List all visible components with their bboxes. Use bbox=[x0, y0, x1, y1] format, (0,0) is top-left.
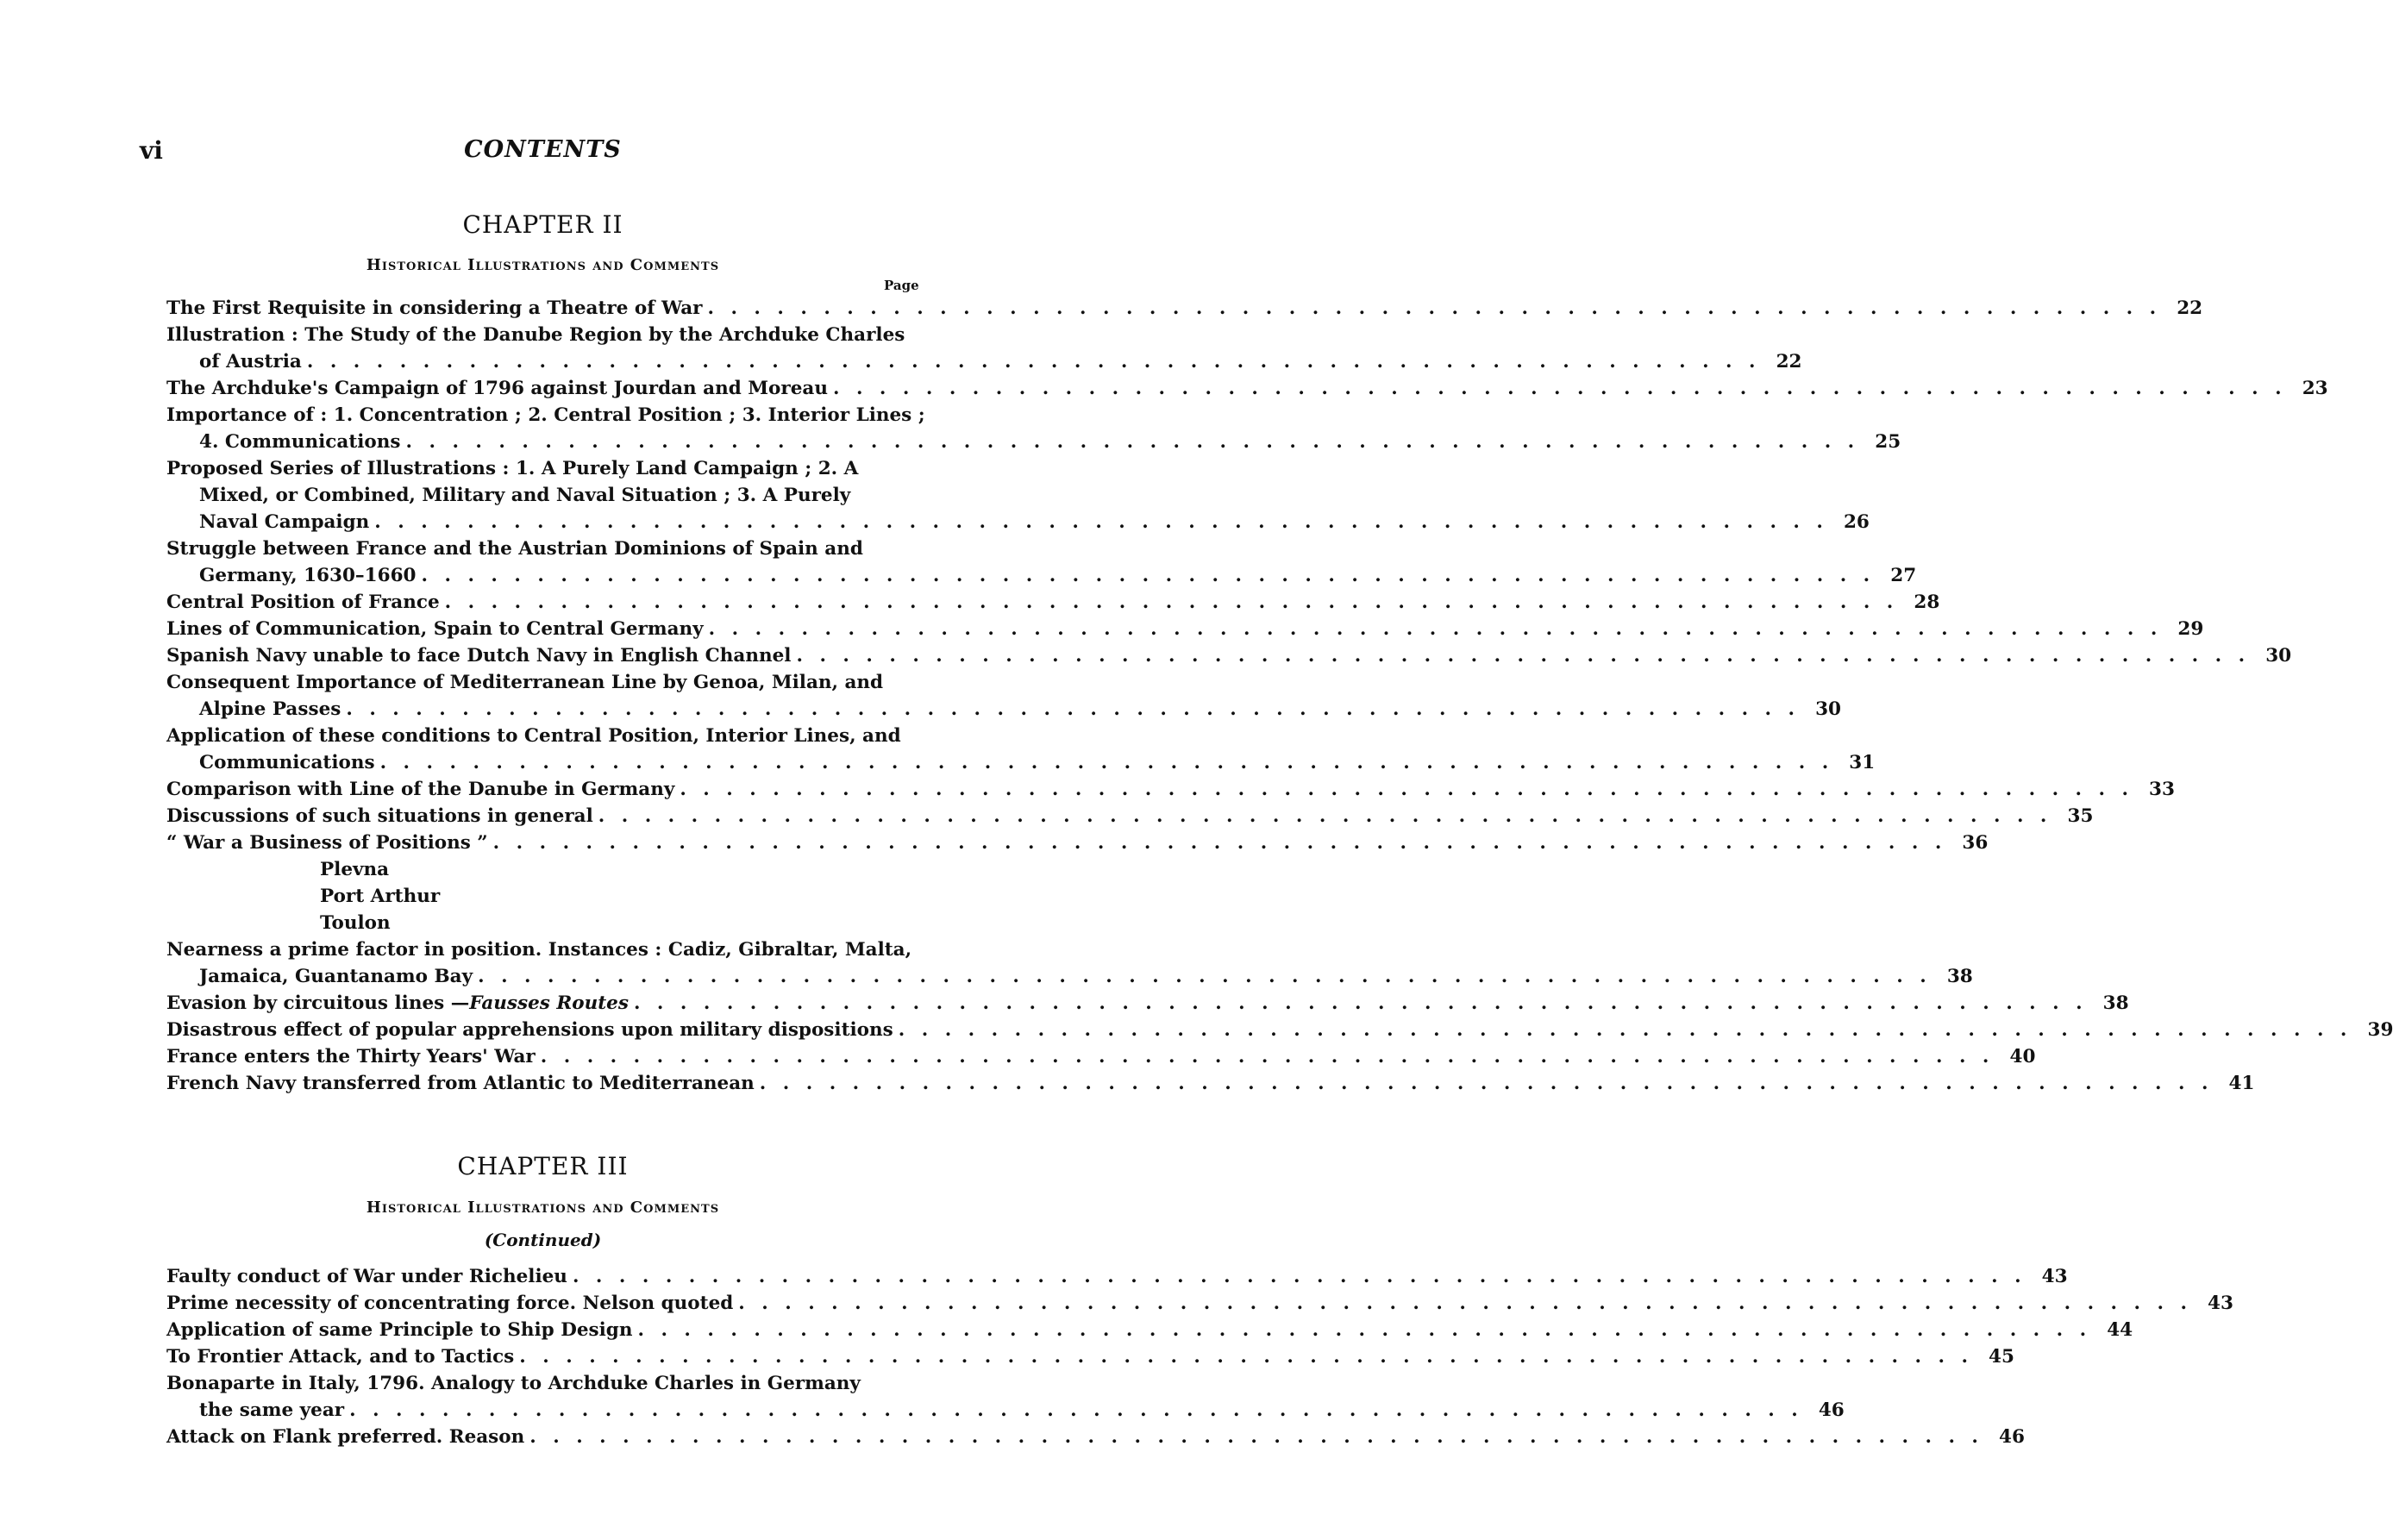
toc-entry bbox=[166, 1263, 2068, 1290]
chapter-3-toc bbox=[166, 1263, 2233, 1450]
toc-entry-text: Mixed, or Combined, Military and Naval Situation ; 3. A Purely bbox=[199, 485, 851, 506]
running-title: CONTENTS bbox=[464, 136, 622, 163]
toc-page-number: 44 bbox=[2107, 1319, 2133, 1341]
toc-page-number: 38 bbox=[2102, 992, 2129, 1014]
toc-entry bbox=[166, 936, 1973, 990]
toc-entry bbox=[166, 669, 1841, 723]
toc-page-number: 35 bbox=[2067, 805, 2094, 827]
toc-entry-text: Disastrous effect of popular apprehensions upon military dispositions bbox=[166, 1019, 893, 1041]
toc-page-number: 43 bbox=[2041, 1266, 2068, 1287]
toc-entry bbox=[166, 535, 1917, 589]
dot-leader: . . . . . . . . . . . . . . . . . . . . . . . . . . . . . . . . . . . . . . . . . . . . . . . . . . . . . . . . . . . . . . . bbox=[444, 592, 1899, 613]
toc-entry bbox=[166, 402, 1901, 455]
toc-entry-text: Application of same Principle to Ship Design bbox=[166, 1319, 633, 1341]
toc-page-number: 23 bbox=[2302, 378, 2328, 399]
dot-leader: . . . . . . . . . . . . . . . . . . . . . . . . . . . . . . . . . . . . . . . . . . . . . . . . . . . . . . . . . . . . . . . bbox=[306, 351, 1761, 372]
dot-leader: . . . . . . . . . . . . . . . . . . . . . . . . . . . . . . . . . . . . . . . . . . . . . . . . . . . . . . . . . . . . . . . bbox=[519, 1346, 1973, 1368]
toc-page-number: 41 bbox=[2228, 1073, 2255, 1094]
toc-entry bbox=[166, 322, 1802, 375]
toc-page-number: 39 bbox=[2367, 1019, 2393, 1041]
toc-entry-text: Importance of : 1. Concentration ; 2. Central Position ; 3. Interior Lines ; bbox=[166, 404, 925, 426]
toc-entry-text: Evasion by circuitous lines — bbox=[166, 992, 470, 1014]
toc-entry bbox=[166, 642, 2292, 669]
toc-entry-text: The First Requisite in considering a Theatre of War bbox=[166, 297, 703, 319]
toc-page-number: 25 bbox=[1875, 431, 1901, 453]
toc-entry-text: Germany, 1630–1660 bbox=[199, 565, 417, 586]
toc-sub-item: Plevna bbox=[320, 859, 390, 880]
toc-page-number: 26 bbox=[1843, 511, 1870, 533]
toc-entry-text: 4. Communications bbox=[199, 431, 401, 453]
toc-entry bbox=[166, 1017, 2393, 1043]
dot-leader: . . . . . . . . . . . . . . . . . . . . . . . . . . . . . . . . . . . . . . . . . . . . . . . . . . . . . . . . . . . . . . . bbox=[529, 1426, 1983, 1448]
dot-leader: . . . . . . . . . . . . . . . . . . . . . . . . . . . . . . . . . . . . . . . . . . . . . . . . . . . . . . . . . . . . . . . bbox=[796, 645, 2251, 667]
dot-leader: . . . . . . . . . . . . . . . . . . . . . . . . . . . . . . . . . . . . . . . . . . . . . . . . . . . . . . . . . . . . . . . bbox=[478, 966, 1932, 987]
toc-entry bbox=[166, 295, 2203, 322]
dot-leader: . . . . . . . . . . . . . . . . . . . . . . . . . . . . . . . . . . . . . . . . . . . . . . . . . . . . . . . . . . . . . . . bbox=[405, 431, 1860, 453]
toc-entry-text: Application of these conditions to Central Position, Interior Lines, and bbox=[166, 725, 901, 747]
toc-entry bbox=[166, 990, 2129, 1017]
toc-page-number: 40 bbox=[2009, 1046, 2036, 1067]
toc-entry bbox=[166, 1370, 1845, 1424]
toc-page-number: 36 bbox=[1962, 832, 1989, 854]
chapter-3-continued: (Continued) bbox=[484, 1230, 602, 1250]
toc-entry-text: Consequent Importance of Mediterranean Line by Genoa, Milan, and bbox=[166, 672, 884, 693]
dot-leader: . . . . . . . . . . . . . . . . . . . . . . . . . . . . . . . . . . . . . . . . . . . . . . . . . . . . . . . . . . . . . . . bbox=[633, 992, 2088, 1014]
toc-entry-text: Comparison with Line of the Danube in Germany bbox=[166, 779, 675, 800]
toc-entry bbox=[166, 1070, 2255, 1097]
toc-entry-text: Bonaparte in Italy, 1796. Analogy to Archduke Charles in Germany bbox=[166, 1373, 861, 1394]
toc-entry-text: Nearness a prime factor in position. Instances : Cadiz, Gibraltar, Malta, bbox=[166, 939, 912, 961]
toc-page-number: 31 bbox=[1849, 752, 1876, 773]
dot-leader: . . . . . . . . . . . . . . . . . . . . . . . . . . . . . . . . . . . . . . . . . . . . . . . . . . . . . . . . . . . . . . . bbox=[540, 1046, 1995, 1067]
dot-leader: . . . . . . . . . . . . . . . . . . . . . . . . . . . . . . . . . . . . . . . . . . . . . . . . . . . . . . . . . . . . . . . bbox=[349, 1399, 1803, 1421]
page-column-label: Page bbox=[884, 278, 919, 293]
toc-entry-text: Faulty conduct of War under Richelieu bbox=[166, 1266, 567, 1287]
toc-entry-text: Proposed Series of Illustrations : 1. A Purely Land Campaign ; 2. A bbox=[166, 458, 859, 479]
toc-page-number: 29 bbox=[2177, 618, 2204, 640]
dot-leader: . . . . . . . . . . . . . . . . . . . . . . . . . . . . . . . . . . . . . . . . . . . . . . . . . . . . . . . . . . . . . . . bbox=[379, 752, 1834, 773]
toc-entry-text: of Austria bbox=[199, 351, 302, 372]
toc-entry-text: France enters the Thirty Years' War bbox=[166, 1046, 536, 1067]
toc-page-number: 46 bbox=[1998, 1426, 2025, 1448]
dot-leader: . . . . . . . . . . . . . . . . . . . . . . . . . . . . . . . . . . . . . . . . . . . . . . . . . . . . . . . . . . . . . . . bbox=[637, 1319, 2092, 1341]
dot-leader: . . . . . . . . . . . . . . . . . . . . . . . . . . . . . . . . . . . . . . . . . . . . . . . . . . . . . . . . . . . . . . . bbox=[374, 511, 1828, 533]
toc-entry-text: Jamaica, Guantanamo Bay bbox=[199, 966, 473, 987]
toc-entry-text: Attack on Flank preferred. Reason bbox=[166, 1426, 525, 1448]
dot-leader: . . . . . . . . . . . . . . . . . . . . . . . . . . . . . . . . . . . . . . . . . . . . . . . . . . . . . . . . . . . . . . . bbox=[707, 297, 2162, 319]
dot-leader: . . . . . . . . . . . . . . . . . . . . . . . . . . . . . . . . . . . . . . . . . . . . . . . . . . . . . . . . . . . . . . . bbox=[492, 832, 1947, 854]
toc-entry-text: Central Position of France bbox=[166, 592, 440, 613]
dot-leader: . . . . . . . . . . . . . . . . . . . . . . . . . . . . . . . . . . . . . . . . . . . . . . . . . . . . . . . . . . . . . . . bbox=[421, 565, 1876, 586]
chapter-3-subtitle: Historical Illustrations and Comments bbox=[366, 1199, 720, 1217]
toc-entry-text: Spanish Navy unable to face Dutch Navy in English Channel bbox=[166, 645, 792, 667]
toc-entry-text: “ War a Business of Positions ” bbox=[166, 832, 488, 854]
page-folio: vi bbox=[140, 136, 163, 165]
toc-entry bbox=[166, 1343, 2014, 1370]
dot-leader: . . . . . . . . . . . . . . . . . . . . . . . . . . . . . . . . . . . . . . . . . . . . . . . . . . . . . . . . . . . . . . . bbox=[680, 779, 2133, 800]
toc-entry bbox=[166, 776, 2175, 803]
toc-entry-text: Communications bbox=[199, 752, 375, 773]
toc-entry-text: Alpine Passes bbox=[199, 698, 341, 720]
toc-entry bbox=[166, 803, 2094, 829]
dot-leader: . . . . . . . . . . . . . . . . . . . . . . . . . . . . . . . . . . . . . . . . . . . . . . . . . . . . . . . . . . . . . . . bbox=[572, 1266, 2027, 1287]
toc-entry-italic-text: Fausses Routes bbox=[469, 992, 629, 1014]
toc-entry bbox=[166, 1043, 2036, 1070]
toc-sub-item: Toulon bbox=[320, 912, 391, 934]
toc-entry-text: French Navy transferred from Atlantic to Mediterranean bbox=[166, 1073, 755, 1094]
dot-leader: . . . . . . . . . . . . . . . . . . . . . . . . . . . . . . . . . . . . . . . . . . . . . . . . . . . . . . . . . . . . . . . bbox=[832, 378, 2287, 399]
toc-page-number: 46 bbox=[1818, 1399, 1845, 1421]
dot-leader: . . . . . . . . . . . . . . . . . . . . . . . . . . . . . . . . . . . . . . . . . . . . . . . . . . . . . . . . . . . . . . . bbox=[759, 1073, 2214, 1094]
toc-entry-text: the same year bbox=[199, 1399, 345, 1421]
dot-leader: . . . . . . . . . . . . . . . . . . . . . . . . . . . . . . . . . . . . . . . . . . . . . . . . . . . . . . . . . . . . . . . bbox=[708, 618, 2163, 640]
toc-entry bbox=[166, 1424, 2025, 1450]
toc-page-number: 22 bbox=[1776, 351, 1802, 372]
toc-entry-text: To Frontier Attack, and to Tactics bbox=[166, 1346, 515, 1368]
toc-entry-text: Naval Campaign bbox=[199, 511, 370, 533]
toc-entry bbox=[166, 829, 1989, 856]
toc-page-number: 30 bbox=[1815, 698, 1841, 720]
toc-entry bbox=[166, 1290, 2233, 1317]
dot-leader: . . . . . . . . . . . . . . . . . . . . . . . . . . . . . . . . . . . . . . . . . . . . . . . . . . . . . . . . . . . . . . . bbox=[598, 805, 2052, 827]
chapter-2-toc bbox=[166, 295, 2393, 1097]
toc-entry bbox=[166, 455, 1870, 535]
toc-entry bbox=[166, 616, 2204, 642]
toc-entry-text: Lines of Communication, Spain to Central Germany bbox=[166, 618, 704, 640]
toc-entry-text: Prime necessity of concentrating force. Nelson quoted bbox=[166, 1293, 734, 1314]
toc-page-number: 38 bbox=[1946, 966, 1973, 987]
dot-leader: . . . . . . . . . . . . . . . . . . . . . . . . . . . . . . . . . . . . . . . . . . . . . . . . . . . . . . . . . . . . . . . bbox=[898, 1019, 2352, 1041]
toc-sub-item: Port Arthur bbox=[320, 886, 441, 907]
toc-page-number: 33 bbox=[2149, 779, 2175, 800]
toc-entry-text: Illustration : The Study of the Danube Region by the Archduke Charles bbox=[166, 324, 905, 346]
toc-entry bbox=[166, 375, 2328, 402]
toc-page-number: 43 bbox=[2208, 1293, 2233, 1314]
chapter-3-title: CHAPTER III bbox=[457, 1152, 629, 1180]
toc-entry-text: The Archduke's Campaign of 1796 against Jourdan and Moreau bbox=[166, 378, 828, 399]
toc-page-number: 30 bbox=[2265, 645, 2292, 667]
toc-page-number: 45 bbox=[1989, 1346, 2014, 1368]
toc-entry bbox=[166, 589, 1940, 616]
toc-entry-text: Discussions of such situations in general bbox=[166, 805, 593, 827]
toc-page-number: 22 bbox=[2177, 297, 2203, 319]
toc-page-number: 27 bbox=[1890, 565, 1917, 586]
toc-entry bbox=[166, 723, 1876, 776]
chapter-2-subtitle: Historical Illustrations and Comments bbox=[366, 256, 720, 274]
chapter-2-title: CHAPTER II bbox=[462, 210, 623, 239]
dot-leader: . . . . . . . . . . . . . . . . . . . . . . . . . . . . . . . . . . . . . . . . . . . . . . . . . . . . . . . . . . . . . . . bbox=[738, 1293, 2192, 1314]
toc-page-number: 28 bbox=[1914, 592, 1940, 613]
toc-entry bbox=[166, 1317, 2133, 1343]
toc-entry-text: Struggle between France and the Austrian Dominions of Spain and bbox=[166, 538, 863, 560]
dot-leader: . . . . . . . . . . . . . . . . . . . . . . . . . . . . . . . . . . . . . . . . . . . . . . . . . . . . . . . . . . . . . . . bbox=[346, 698, 1800, 720]
